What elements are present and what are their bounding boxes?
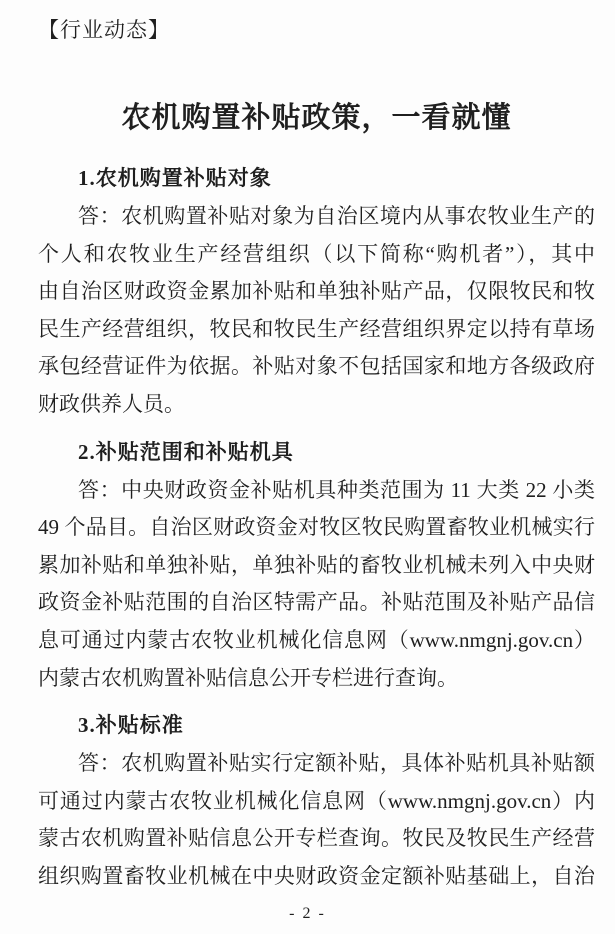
paragraph-line: 答：中央财政资金补贴机具种类范围为 11 大类 22 小类	[78, 477, 595, 502]
page-title: 农机购置补贴政策，一看就懂	[121, 102, 512, 134]
section-paragraph-1	[38, 198, 595, 424]
paragraph-line: 答：农机购置补贴对象为自治区境内从事农牧业生产的	[78, 204, 595, 228]
paragraph-line: 可通过内蒙古农牧业机械化信息网（www.nmgnj.gov.cn）内	[38, 788, 595, 813]
paragraph-line: 民生产经营组织，牧民和牧民生产经营组织界定以持有草场	[38, 316, 595, 341]
paragraph-line: 累加补贴和单独补贴，单独补贴的畜牧业机械未列入中央财	[38, 552, 595, 577]
section-heading-2: 2.补贴范围和补贴机具	[78, 439, 294, 464]
section-subsidy-targets	[38, 158, 595, 424]
category-label: 【行业动态】	[38, 19, 170, 42]
paragraph-line: 49 个品目。自治区财政资金对牧区牧民购置畜牧业机械实行	[38, 515, 595, 540]
section-paragraph-3	[38, 745, 595, 895]
paragraph-line: 由自治区财政资金累加补贴和单独补贴产品，仅限牧民和牧	[38, 279, 595, 304]
section-subsidy-standard	[38, 705, 595, 895]
section-heading-1: 1.农机购置补贴对象	[78, 166, 272, 190]
paragraph-line: 息可通过内蒙古农牧业机械化信息网（www.nmgnj.gov.cn）	[38, 627, 595, 652]
paragraph-line: 蒙古农机购置补贴信息公开专栏查询。牧民及牧民生产经营	[38, 826, 595, 851]
paragraph-line: 内蒙古农机购置补贴信息公开专栏进行查询。	[38, 665, 458, 690]
paragraph-line: 财政供养人员。	[38, 391, 185, 416]
section-heading-3: 3.补贴标准	[78, 713, 184, 738]
paragraph-line: 答：农机购置补贴实行定额补贴，具体补贴机具补贴额	[78, 751, 595, 776]
section-subsidy-scope	[38, 432, 595, 698]
paragraph-line: 组织购置畜牧业机械在中央财政资金定额补贴基础上，自治	[38, 863, 595, 888]
page-number: - 2 -	[289, 905, 326, 922]
paragraph-line: 个人和农牧业生产经营组织（以下简称“购机者”），其中	[38, 241, 595, 266]
paragraph-line: 承包经营证件为依据。补贴对象不包括国家和地方各级政府	[38, 354, 595, 379]
paragraph-line: 政资金补贴范围的自治区特需产品。补贴范围及补贴产品信	[38, 590, 595, 615]
section-paragraph-2	[38, 472, 595, 698]
